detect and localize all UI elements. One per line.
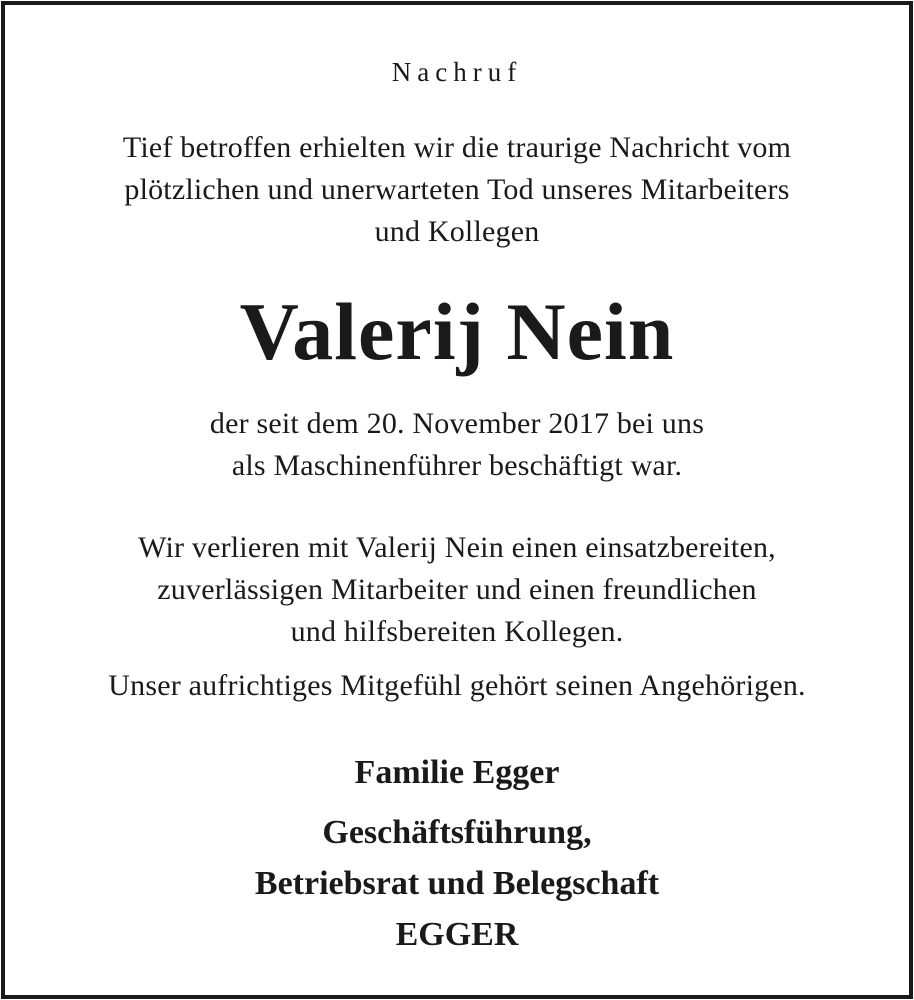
signatory-staff: Betriebsrat und Belegschaft xyxy=(254,865,660,902)
tribute-line-2: zuverlässigen Mitarbeiter und einen freundlichen xyxy=(157,573,757,606)
deceased-name: Valerij Nein xyxy=(239,286,675,377)
tribute-line-1: Wir verlieren mit Valerij Nein einen einsatzbereiten, xyxy=(138,531,776,564)
signatory-management: Geschäftsführung, xyxy=(322,814,592,851)
intro-line-1: Tief betroffen erhielten wir die traurige Nachricht vom xyxy=(122,131,792,164)
condolence-line: Unser aufrichtiges Mitgefühl gehört seinen Angehörigen. xyxy=(108,669,806,702)
signatory-family: Familie Egger xyxy=(354,754,560,791)
obituary-content xyxy=(5,5,909,995)
employment-line-2: als Maschinenführer beschäftigt war. xyxy=(231,449,683,482)
signatory-company: EGGER xyxy=(395,916,519,953)
notice-heading: Nachruf xyxy=(391,57,523,87)
intro-line-2: plötzlichen und unerwarteten Tod unseres Mitarbeiters xyxy=(124,173,790,206)
obituary-frame xyxy=(1,1,913,999)
intro-line-3: und Kollegen xyxy=(374,215,540,248)
tribute-line-3: und hilfsbereiten Kollegen. xyxy=(290,615,624,648)
employment-line-1: der seit dem 20. November 2017 bei uns xyxy=(209,407,705,440)
